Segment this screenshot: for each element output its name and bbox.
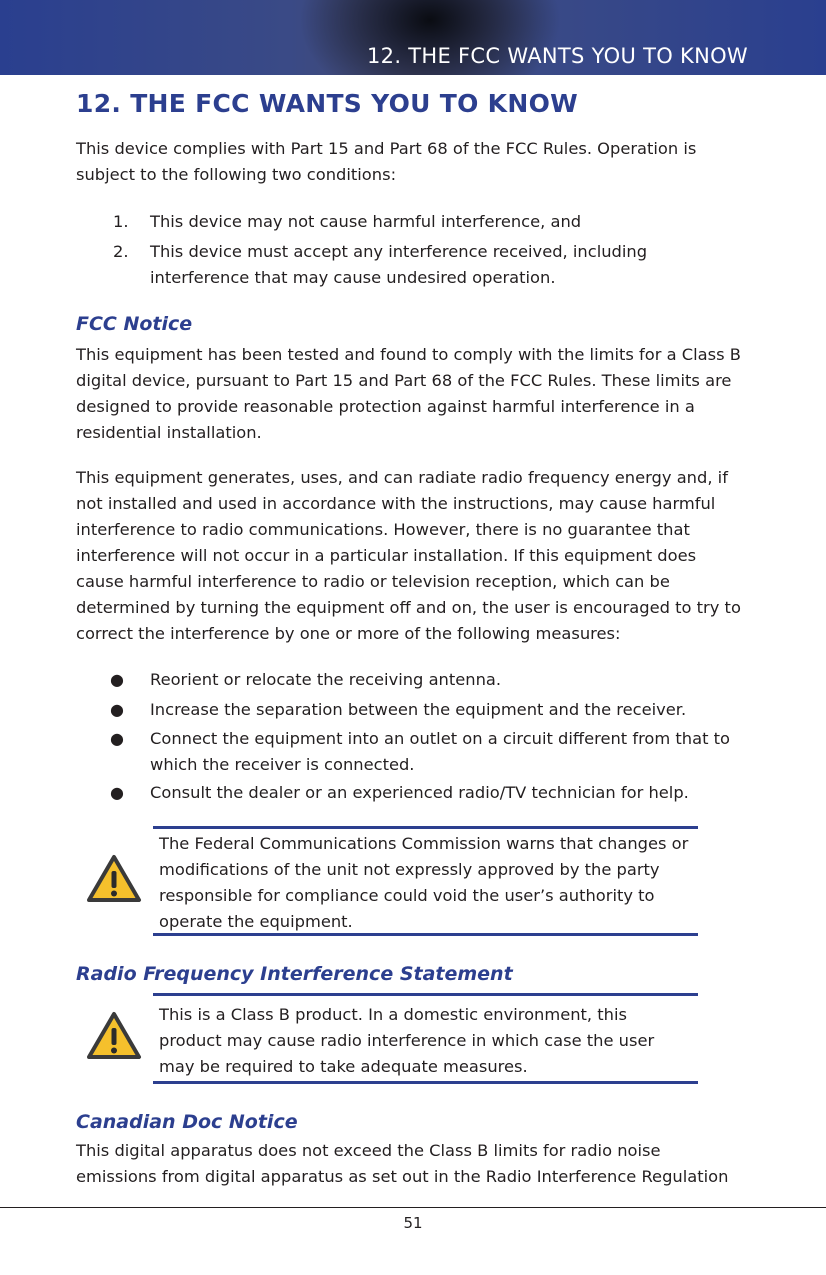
footer-divider bbox=[0, 1207, 826, 1208]
condition-text: This device must accept any interference received, including interference that may cause undesired operation. bbox=[150, 242, 648, 287]
bullet-dot: ● bbox=[110, 700, 124, 719]
condition-text: This device may not cause harmful interference, and bbox=[150, 212, 582, 231]
measure-text: Consult the dealer or an experienced radio/TV technician for help. bbox=[150, 783, 689, 802]
rf-statement-heading: Radio Frequency Interference Statement bbox=[76, 963, 513, 985]
warning-bottom-rule bbox=[153, 933, 698, 936]
canadian-notice-text: This digital apparatus does not exceed the Class B limits for radio noise emissions from digital apparatus as set out in the Radio Interference Regulation bbox=[76, 1141, 729, 1186]
fcc-warning-text: The Federal Communications Commission warns that changes or modifications of the unit not expressly approved by the party responsible for compliance could void the user’s authority to operate the equipment. bbox=[159, 834, 689, 931]
warning-bottom-rule bbox=[153, 1081, 698, 1084]
bullet-dot: ● bbox=[110, 670, 124, 689]
fcc-notice-heading: FCC Notice bbox=[76, 313, 193, 335]
page-title: 12. THE FCC WANTS YOU TO KNOW bbox=[76, 89, 579, 118]
fcc-notice-paragraph-2: This equipment generates, uses, and can radiate radio frequency energy and, if not installed and used in accordance with the instructions, may cause harmful interference to radio communications. However, there is no guarantee that interference will not occur in a particular installation. If this equipment does cause harmful interference to radio or television reception, which can be determined by turning the equipment off and on, the user is encouraged to try to correct the interference by one or more of the following measures: bbox=[76, 468, 741, 643]
intro-paragraph: This device complies with Part 15 and Part 68 of the FCC Rules. Operation is subject to the following two conditions: bbox=[76, 139, 697, 184]
warning-top-rule bbox=[153, 993, 698, 996]
warning-icon bbox=[86, 854, 142, 904]
canadian-notice-heading: Canadian Doc Notice bbox=[76, 1111, 298, 1133]
header-title: 12. THE FCC WANTS YOU TO KNOW bbox=[367, 44, 748, 68]
bullet-dot: ● bbox=[110, 783, 124, 802]
rf-warning-text: This is a Class B product. In a domestic environment, this product may cause radio interference in which case the user may be required to take adequate measures. bbox=[159, 1005, 655, 1076]
warning-top-rule bbox=[153, 826, 698, 829]
header-band bbox=[0, 0, 826, 75]
measure-text: Reorient or relocate the receiving antenna. bbox=[150, 670, 502, 689]
condition-number: 1. bbox=[113, 212, 129, 231]
measure-text: Connect the equipment into an outlet on a circuit different from that to which the receiver is connected. bbox=[150, 729, 731, 774]
condition-number: 2. bbox=[113, 242, 129, 261]
measure-text: Increase the separation between the equipment and the receiver. bbox=[150, 700, 687, 719]
page-number: 51 bbox=[403, 1214, 423, 1232]
warning-icon bbox=[86, 1011, 142, 1061]
fcc-notice-paragraph-1: This equipment has been tested and found to comply with the limits for a Class B digital device, pursuant to Part 15 and Part 68 of the FCC Rules. These limits are designed to provide reasonable protection against harmful interference in a residential installation. bbox=[76, 345, 741, 442]
bullet-dot: ● bbox=[110, 729, 124, 748]
